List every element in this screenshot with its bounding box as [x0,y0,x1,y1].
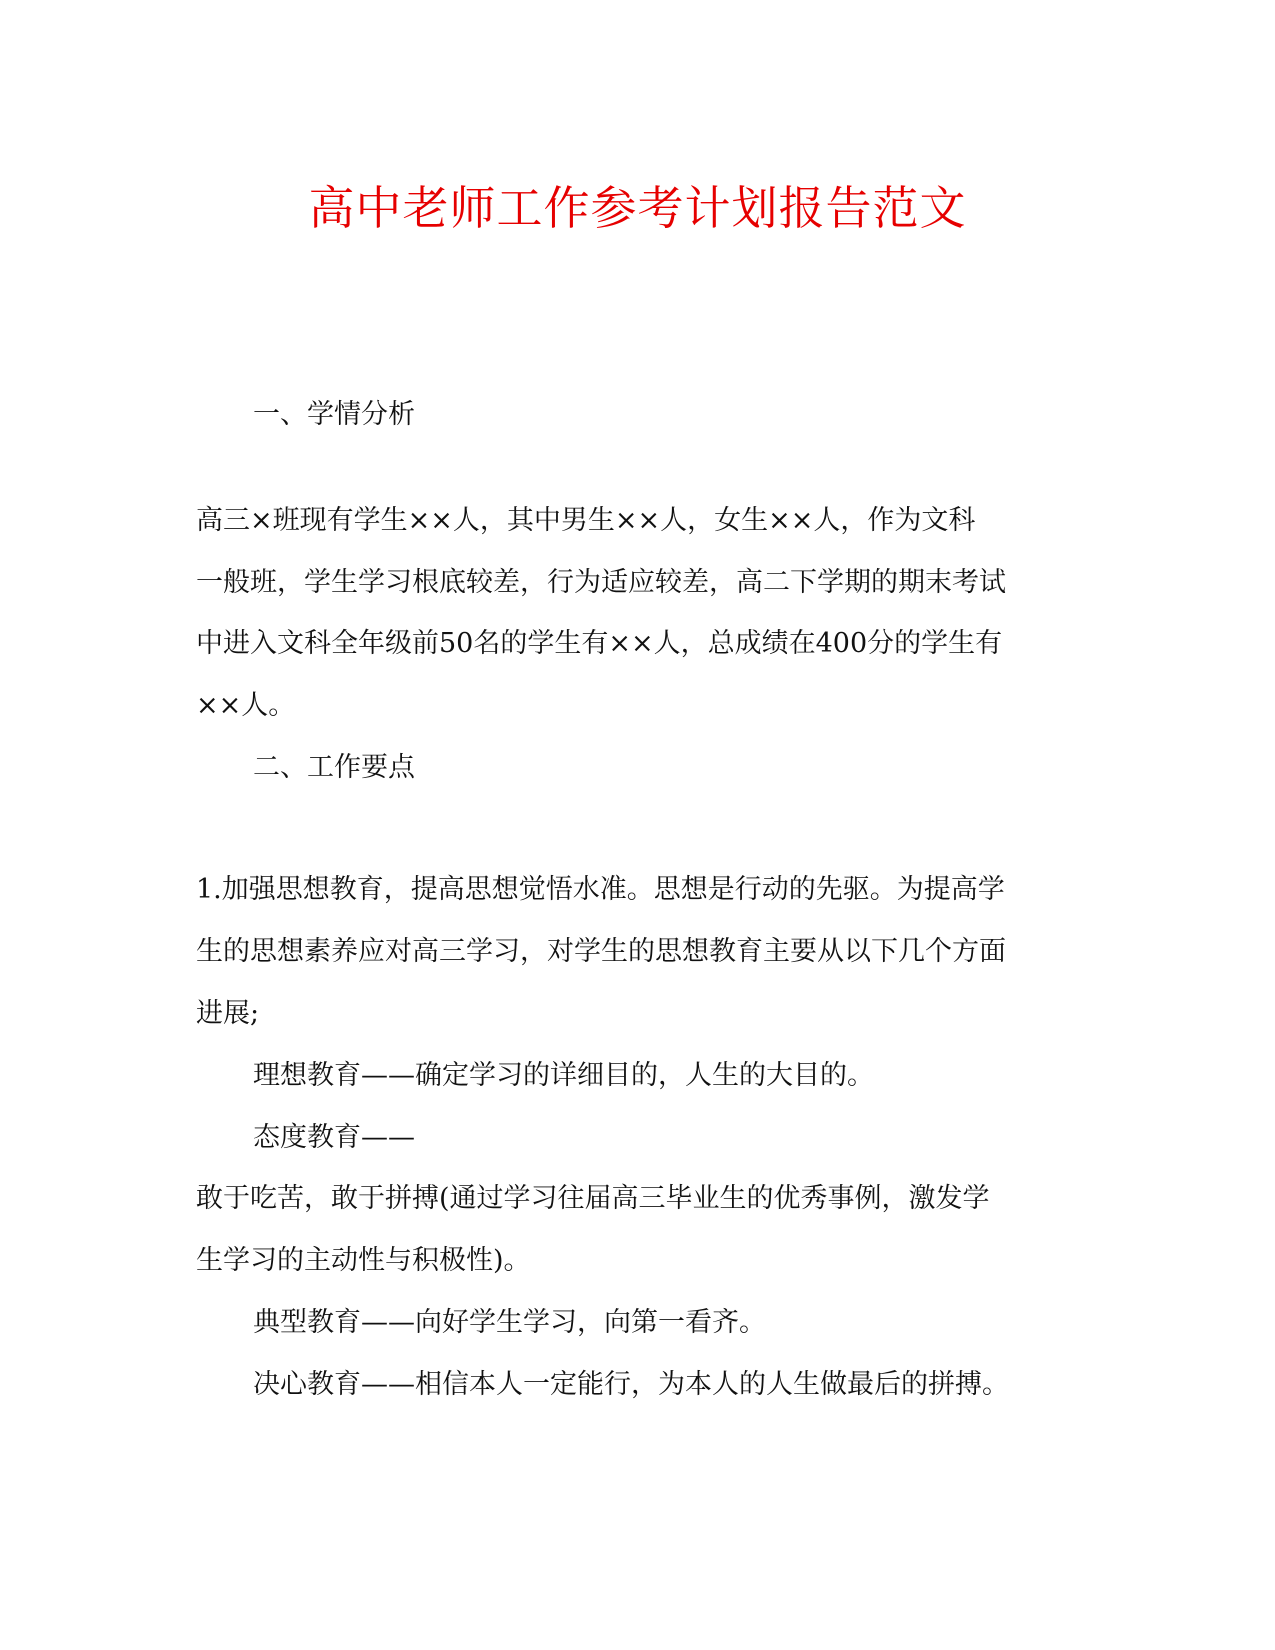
paragraph-line: 进展; [196,998,260,1029]
document-title: 高中老师工作参考计划报告范文 [308,181,967,235]
section-heading-2: 二、工作要点 [253,752,415,783]
paragraph-line: 中进入文科全年级前50名的学生有××人，总成绩在400分的学生有 [196,628,1003,659]
paragraph-line: 敢于吃苦，敢于拼搏(通过学习往届高三毕业生的优秀事例，激发学 [196,1183,990,1214]
paragraph-line: 生的思想素养应对高三学习，对学生的思想教育主要从以下几个方面 [196,936,1006,967]
paragraph-line: 高三×班现有学生××人，其中男生××人，女生××人，作为文科 [196,505,976,536]
paragraph-line: 1.加强思想教育，提高思想觉悟水准。思想是行动的先驱。为提高学 [196,874,1005,905]
paragraph-line: 一般班，学生学习根底较差，行为适应较差，高二下学期的期末考试 [196,567,1006,598]
paragraph-line: 典型教育——向好学生学习，向第一看齐。 [253,1307,766,1338]
paragraph-line: 态度教育—— [253,1122,415,1153]
paragraph-line: ××人。 [196,690,296,721]
paragraph-line: 决心教育——相信本人一定能行，为本人的人生做最后的拼搏。 [253,1369,1009,1400]
section-heading-1: 一、学情分析 [253,399,415,430]
paragraph-line: 生学习的主动性与积极性)。 [196,1245,531,1276]
paragraph-line: 理想教育——确定学习的详细目的，人生的大目的。 [253,1060,874,1091]
